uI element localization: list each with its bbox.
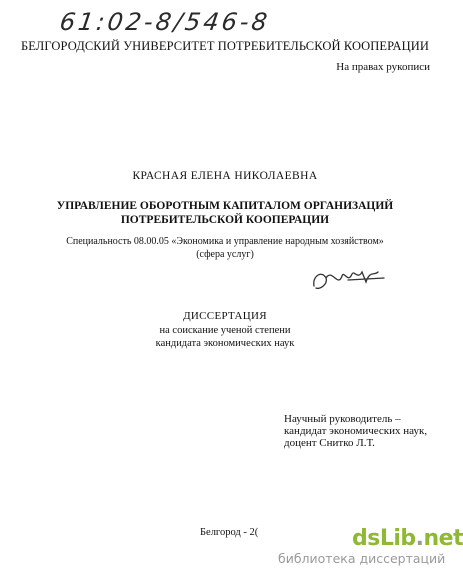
thesis-title-line1: УПРАВЛЕНИЕ ОБОРОТНЫМ КАПИТАЛОМ ОРГАНИЗАЦИЙ (56, 200, 394, 212)
city-year: Белгород - 2( (200, 527, 259, 538)
author-signature (308, 258, 388, 298)
watermark-logo[interactable] (352, 526, 463, 551)
degree-line2: кандидата экономических наук (155, 338, 295, 349)
watermark-logo-main: dsLib (352, 526, 416, 551)
degree-line1: на соискание ученой степени (159, 325, 291, 336)
dissertation-label: ДИССЕРТАЦИЯ (183, 310, 267, 322)
watermark-logo-dot: . (415, 526, 424, 551)
supervisor-line1: Научный руководитель – (284, 413, 401, 425)
thesis-title-line2: ПОТРЕБИТЕЛЬСКОЙ КООПЕРАЦИИ (120, 214, 330, 226)
archive-number-handwritten: 61:02-8/546-8 (58, 8, 272, 36)
supervisor-line2: кандидат экономических наук, (284, 425, 428, 437)
author-name: КРАСНАЯ ЕЛЕНА НИКОЛАЕВНА (132, 170, 318, 182)
specialty-line1: Специальность 08.00.05 «Экономика и управление народным хозяйством» (66, 236, 384, 247)
watermark-logo-tld: net (423, 526, 463, 551)
rights-note: На правах рукописи (336, 61, 430, 73)
supervisor-line3: доцент Снитко Л.Т. (284, 437, 375, 449)
university-name: БЕЛГОРОДСКИЙ УНИВЕРСИТЕТ ПОТРЕБИТЕЛЬСКОЙ КООПЕРАЦИИ (20, 39, 430, 53)
specialty-line2: (сфера услуг) (196, 249, 254, 260)
watermark-subtitle: библиотека диссертаций (278, 551, 446, 566)
